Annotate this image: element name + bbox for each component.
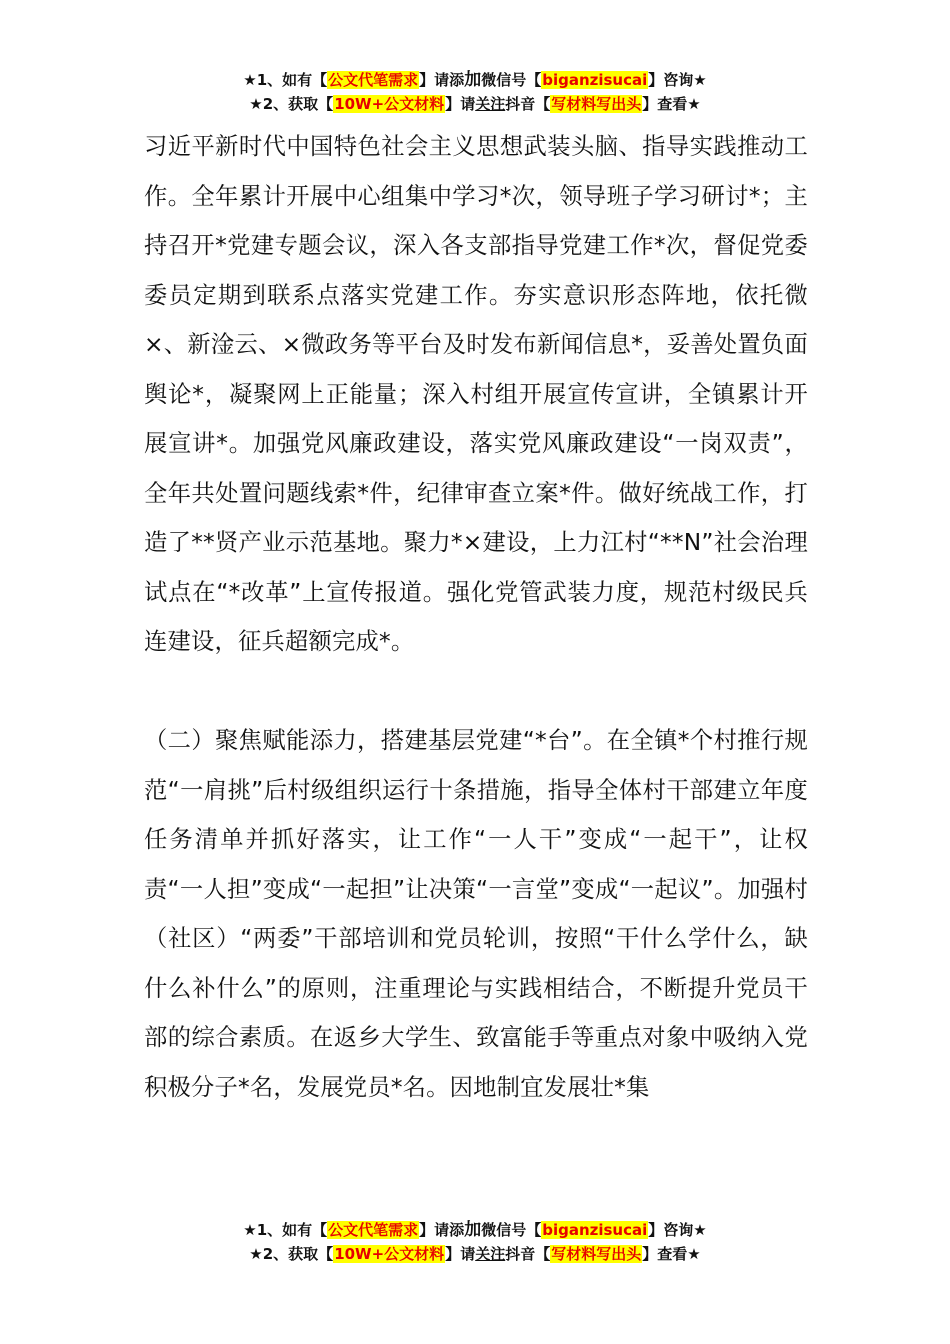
paragraph-party-work: 习近平新时代中国特色社会主义思想武装头脑、指导实践推动工作。全年累计开展中心组集中学习*次，领导班子学习研讨*；主持召开*党建专题会议，深入各支部指导党建工作*次，督促党委委员定期到联系点落实党建工作。夯实意识形态阵地，依托微×、新淦云、×微政务等平台及时发布新闻信息*，妥善处置负面舆论*，凝聚网上正能量；深入村组开展宣传宣讲，全镇累计开展宣讲*。加强党风廉政建设，落实党风廉政建设“一岗双责”，全年共处置问题线索*件，纪律审查立案*件。做好统战工作，打造了**贤产业示范基地。聚力*×建设，上力江村“**N”社会治理试点在“*改革”上宣传报道。强化党管武装力度，规范村级民兵连建设，征兵超额完成*。	[144, 133, 808, 655]
highlight-douyin-account: 写材料写出头	[551, 1245, 642, 1263]
highlight-wechat-id: biganzisucai	[542, 71, 648, 89]
promo-line-2: ★2、获取【10W+公文材料】请关注抖音【写材料写出头】查看★	[249, 95, 701, 113]
promo-line-1: ★1、如有【公文代笔需求】请添加微信号【biganzisucai】咨询★	[243, 1220, 707, 1240]
paragraph-spacer	[144, 667, 808, 717]
star-icon: ★	[243, 1221, 257, 1239]
star-icon: ★	[243, 71, 257, 89]
highlight-ghostwriting: 公文代笔需求	[328, 71, 419, 89]
header-promo-banner	[0, 68, 950, 116]
star-icon: ★	[249, 1245, 263, 1263]
highlight-materials: 10W+公文材料	[334, 1245, 445, 1263]
highlight-materials: 10W+公文材料	[334, 95, 445, 113]
footer-promo-banner	[0, 1218, 950, 1266]
highlight-ghostwriting: 公文代笔需求	[328, 1221, 419, 1239]
promo-line-1: ★1、如有【公文代笔需求】请添加微信号【biganzisucai】咨询★	[243, 70, 707, 90]
highlight-wechat-id: biganzisucai	[542, 1221, 648, 1239]
document-body	[144, 122, 808, 1112]
paragraph-grassroots: （二）聚焦赋能添力，搭建基层党建“*台”。在全镇*个村推行规范“一肩挑”后村级组织运行十条措施，指导全体村干部建立年度任务清单并抓好落实，让工作“一人干”变成“一起干”，让权责“一人担”变成“一起担”让决策“一言堂”变成“一起议”。加强村（社区）“两委”干部培训和党员轮训，按照“干什么学什么，缺什么补什么”的原则，注重理论与实践相结合，不断提升党员干部的综合素质。在返乡大学生、致富能手等重点对象中吸纳入党积极分子*名，发展党员*名。因地制宜发展壮*集	[144, 727, 808, 1101]
star-icon: ★	[249, 95, 263, 113]
promo-line-2: ★2、获取【10W+公文材料】请关注抖音【写材料写出头】查看★	[249, 1245, 701, 1263]
highlight-douyin-account: 写材料写出头	[551, 95, 642, 113]
